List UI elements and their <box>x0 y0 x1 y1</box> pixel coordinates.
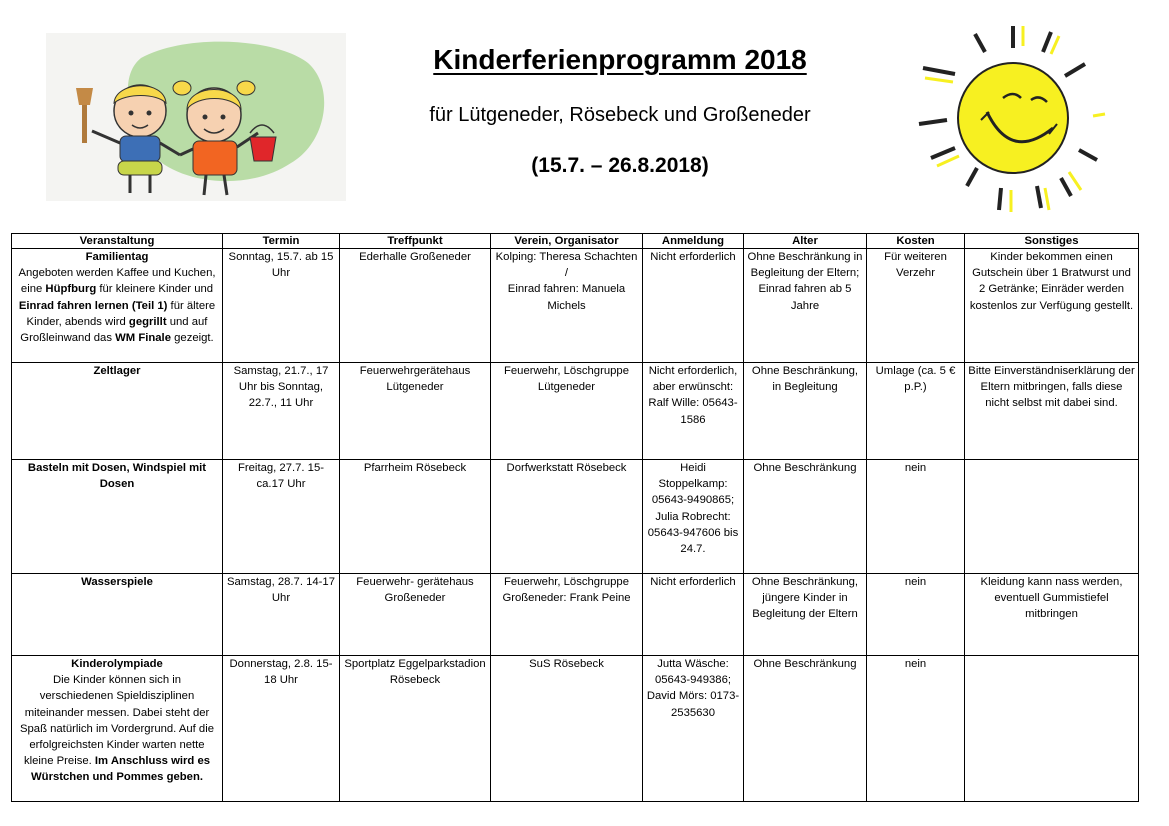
notes-cell: Bitte Einverständniserklärung der Eltern mitbringen, falls diese nicht selbst mit dabei sind. <box>965 363 1139 460</box>
children-illustration <box>46 33 346 201</box>
date-cell: Samstag, 28.7. 14-17 Uhr <box>223 574 340 656</box>
table-row <box>12 574 1139 656</box>
organizer-line: Kolping: Theresa Schachten / <box>495 251 638 280</box>
page-subtitle: für Lütgeneder, Rösebeck und Großeneder <box>429 104 811 126</box>
registration-cell: Nicht erforderlich <box>643 249 744 363</box>
column-header: Kosten <box>867 234 965 249</box>
table-row <box>12 363 1139 460</box>
table-row <box>12 460 1139 574</box>
event-title: Kinderolympiade <box>71 658 163 670</box>
text-segment: gezeigt. <box>170 332 214 345</box>
location-cell: Ederhalle Großeneder <box>340 249 491 363</box>
organizer-cell <box>491 249 643 363</box>
text-segment: für kleinere Kinder und <box>96 283 214 296</box>
cost-cell: nein <box>867 460 965 574</box>
age-cell: Ohne Beschränkung <box>744 460 867 574</box>
table-header-row <box>12 234 1139 249</box>
text-segment: Angeboten werden Kaffee und Kuchen, eine <box>18 267 216 296</box>
date-cell: Samstag, 21.7., 17 Uhr bis Sonntag, 22.7., 11 Uhr <box>223 363 340 460</box>
sun-icon <box>915 20 1111 216</box>
date-cell: Sonntag, 15.7. ab 15 Uhr <box>223 249 340 363</box>
column-header: Verein, Organisator <box>491 234 643 249</box>
text-segment-bold: gegrillt <box>128 315 167 328</box>
date-range: (15.7. – 26.8.2018) <box>531 154 709 177</box>
text-segment: Die Kinder können sich in verschiedenen Spieldisziplinen miteinander messen. Dabei steht der Spaß natürlich im Vordergrund. Auf die erfolgreichsten Kinder warten nette kleine Preise. <box>19 674 215 768</box>
event-description <box>15 265 219 346</box>
notes-cell: Kleidung kann nass werden, eventuell Gummistiefel mitbringen <box>965 574 1139 656</box>
table-row <box>12 249 1139 363</box>
age-cell: Ohne Beschränkung in Begleitung der Eltern; Einrad fahren ab 5 Jahre <box>744 249 867 363</box>
column-header: Treffpunkt <box>340 234 491 249</box>
organizer-cell: SuS Rösebeck <box>491 656 643 802</box>
program-table <box>11 233 1139 802</box>
column-header: Termin <box>223 234 340 249</box>
table-row <box>12 656 1139 802</box>
column-header: Veranstaltung <box>12 234 223 249</box>
event-cell <box>12 460 223 574</box>
event-cell <box>12 656 223 802</box>
column-header: Sonstiges <box>965 234 1139 249</box>
location-cell: Feuerwehrgerätehaus Lütgeneder <box>340 363 491 460</box>
cost-cell: nein <box>867 656 965 802</box>
location-cell: Sportplatz Eggelparkstadion Rösebeck <box>340 656 491 802</box>
cost-cell: Für weiteren Verzehr <box>867 249 965 363</box>
text-segment-bold: Im Anschluss wird es Würstchen und Pommes geben. <box>31 755 211 784</box>
event-title: Zeltlager <box>93 365 141 377</box>
event-cell <box>12 249 223 363</box>
event-title: Wasserspiele <box>81 576 153 588</box>
age-cell: Ohne Beschränkung, jüngere Kinder in Begleitung der Eltern <box>744 574 867 656</box>
registration-cell: Jutta Wäsche: 05643-949386; David Mörs: 0173-2535630 <box>643 656 744 802</box>
cost-cell: Umlage (ca. 5 € p.P.) <box>867 363 965 460</box>
registration-cell: Heidi Stoppelkamp: 05643-9490865; Julia Robrecht: 05643-947606 bis 24.7. <box>643 460 744 574</box>
page-title: Kinderferienprogramm 2018 <box>433 44 807 75</box>
date-cell: Freitag, 27.7. 15-ca.17 Uhr <box>223 460 340 574</box>
event-title: Basteln mit Dosen, Windspiel mit Dosen <box>27 462 207 491</box>
notes-cell <box>965 656 1139 802</box>
sun-face <box>958 63 1068 173</box>
organizer-line: Einrad fahren: Manuela Michels <box>507 283 626 312</box>
event-cell <box>12 574 223 656</box>
location-cell: Feuerwehr- gerätehaus Großeneder <box>340 574 491 656</box>
text-segment-bold: Hüpfburg <box>45 283 97 296</box>
text-segment: und auf Großleinwand das <box>20 315 208 345</box>
notes-cell: Kinder bekommen einen Gutschein über 1 Bratwurst und 2 Getränke; Einräder werden kostenlos zur Verfügung gestellt. <box>965 249 1139 363</box>
organizer-cell: Dorfwerkstatt Rösebeck <box>491 460 643 574</box>
notes-cell <box>965 460 1139 574</box>
age-cell: Ohne Beschränkung, in Begleitung <box>744 363 867 460</box>
date-cell: Donnerstag, 2.8. 15-18 Uhr <box>223 656 340 802</box>
location-cell: Pfarrheim Rösebeck <box>340 460 491 574</box>
text-segment-bold: WM Finale <box>115 332 171 345</box>
registration-cell: Nicht erforderlich, aber erwünscht: Ralf Wille: 05643-1586 <box>643 363 744 460</box>
event-description <box>15 672 219 785</box>
event-cell <box>12 363 223 460</box>
age-cell: Ohne Beschränkung <box>744 656 867 802</box>
text-segment-bold: Einrad fahren lernen (Teil 1) <box>18 299 168 312</box>
event-title: Familientag <box>85 251 149 263</box>
text-segment: für ältere Kinder, abends wird <box>26 299 216 328</box>
organizer-cell: Feuerwehr, Löschgruppe Großeneder: Frank Peine <box>491 574 643 656</box>
column-header: Anmeldung <box>643 234 744 249</box>
cost-cell: nein <box>867 574 965 656</box>
organizer-cell: Feuerwehr, Löschgruppe Lütgeneder <box>491 363 643 460</box>
registration-cell: Nicht erforderlich <box>643 574 744 656</box>
column-header: Alter <box>744 234 867 249</box>
